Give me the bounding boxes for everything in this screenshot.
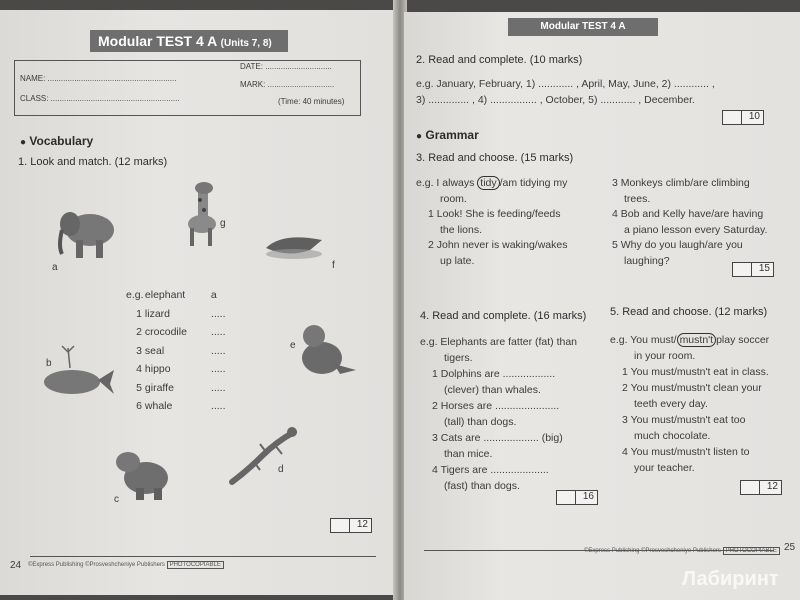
mark-field[interactable]: MARK: .............................. [240, 80, 335, 89]
circled-answer: tidy [477, 176, 499, 190]
whale-icon [38, 344, 116, 400]
elephant-icon [52, 206, 124, 262]
pic-label-d: d [278, 464, 284, 475]
exercise-2-title: 2. Read and complete. (10 marks) [416, 54, 583, 66]
exercise-2-line2[interactable]: 3) .............. , 4) ................ , October, 5) ............ , December. [416, 94, 695, 106]
right-page [404, 12, 800, 600]
footer-publishers-left: ©Express Publishing ©Prosveshcheniye Publishers PHOTOCOPIABLE [28, 562, 224, 568]
grammar-heading: ● Grammar [416, 128, 479, 142]
list-item[interactable]: 2 You must/mustn't clean your [622, 382, 762, 394]
pic-label-f: f [332, 260, 335, 271]
list-item[interactable]: 1 lizard ..... [136, 307, 226, 320]
list-item[interactable]: 5 giraffe ..... [136, 381, 226, 394]
score-box-ex3[interactable]: 15 [732, 262, 774, 277]
score-box-ex1[interactable]: 12 [330, 518, 372, 533]
seal-icon [294, 320, 360, 380]
exercise-3-title: 3. Read and choose. (15 marks) [416, 152, 574, 164]
exercise-3-right: 3 Monkeys climb/are climbing trees. 4 Bob and Kelly have/are having a piano lesson every Saturday. 5 Why do you laugh/are you laughing? [612, 177, 768, 267]
score-box-ex2[interactable]: 10 [722, 110, 764, 125]
lizard-icon [228, 424, 300, 486]
name-field[interactable]: NAME: .......................................................... [20, 74, 177, 83]
page-number-right: 25 [784, 542, 796, 553]
pic-label-e: e [290, 340, 296, 351]
date-field[interactable]: DATE: .............................. [240, 62, 332, 71]
giraffe-icon [180, 180, 224, 248]
circled-answer: mustn't [677, 333, 717, 347]
exercise-2-line1[interactable]: e.g. January, February, 1) ............ , April, May, June, 2) ............ , [416, 78, 715, 90]
list-item[interactable]: 1 Dolphins are .................. [432, 368, 556, 380]
exercise-5-list: e.g. You must/ mustn't play soccer in your room. 1 You must/mustn't eat in class. 2 You must/mustn't clean your teeth every day. 3 You must/mustn't eat too much chocolate. 4 You must/mustn't listen to your teacher. [610, 334, 770, 474]
list-item[interactable]: 3 You must/mustn't eat too [622, 414, 746, 426]
score-box-ex5[interactable]: 12 [740, 480, 782, 495]
hippo-icon [110, 444, 172, 502]
exercise-5-title: 5. Read and choose. (12 marks) [610, 306, 768, 318]
match-list [126, 286, 226, 416]
pic-label-a: a [52, 262, 58, 273]
list-item[interactable]: 4 Bob and Kelly have/are having [612, 208, 764, 221]
list-item[interactable]: 2 John never is waking/wakes [428, 239, 568, 252]
pic-label-c: c [114, 494, 119, 505]
list-item[interactable]: 1 Look! She is feeding/feeds [428, 208, 561, 221]
list-item[interactable]: 3 Cats are ................... (big) [432, 432, 563, 444]
list-item[interactable]: 2 crocodile ..... [136, 326, 226, 338]
footer-rule [30, 556, 376, 557]
list-item[interactable]: 2 Horses are ...................... [432, 400, 560, 412]
exercise-4-list: e.g. Elephants are fatter (fat) than tigers. 1 Dolphins are .................. (clever) than whales. 2 Horses are ...................... (tall) than dogs. 3 Cats are ................... (big) than mice. 4 Tigers are .................... (fast) than dogs. [420, 336, 578, 492]
footer-publishers-right: ©Express Publishing ©Prosveshcheniye Publishers PHOTOCOPIABLE [584, 548, 780, 554]
pic-label-g: g [220, 218, 226, 229]
list-item[interactable]: 3 seal ..... [136, 344, 226, 357]
vocabulary-heading: ● Vocabulary [20, 134, 94, 148]
page-number-left: 24 [10, 560, 22, 571]
left-page [0, 10, 396, 595]
exercise-3-left: e.g. I always tidy /am tidying my room. 1 Look! She is feeding/feeds the lions. 2 John never is waking/wakes up late. [416, 177, 568, 267]
watermark-logo: Лабиринт [682, 568, 779, 590]
list-item: e.g. elephant a [126, 289, 217, 301]
list-item[interactable]: 1 You must/mustn't eat in class. [622, 366, 769, 378]
list-item[interactable]: 4 hippo ..... [136, 363, 226, 375]
exercise-1-title: 1. Look and match. (12 marks) [18, 156, 168, 168]
class-field[interactable]: CLASS: .......................................................... [20, 94, 180, 103]
score-box-ex4[interactable]: 16 [556, 490, 598, 505]
list-item[interactable]: 6 whale ..... [136, 400, 226, 412]
left-header-title: Modular TEST 4 A [98, 33, 217, 49]
pic-label-b: b [46, 358, 52, 369]
crocodile-icon [262, 224, 328, 262]
time-note: (Time: 40 minutes) [278, 97, 345, 106]
left-header-units: (Units 7, 8) [220, 38, 272, 49]
right-header: Modular TEST 4 A [508, 18, 658, 36]
left-header [90, 30, 288, 52]
list-item[interactable]: 5 Why do you laugh/are you [612, 239, 743, 252]
list-item[interactable]: 4 Tigers are .................... [432, 464, 549, 476]
list-item[interactable]: 3 Monkeys climb/are climbing [612, 177, 750, 189]
list-item[interactable]: 4 You must/mustn't listen to [622, 446, 750, 458]
exercise-4-title: 4. Read and complete. (16 marks) [420, 310, 587, 322]
